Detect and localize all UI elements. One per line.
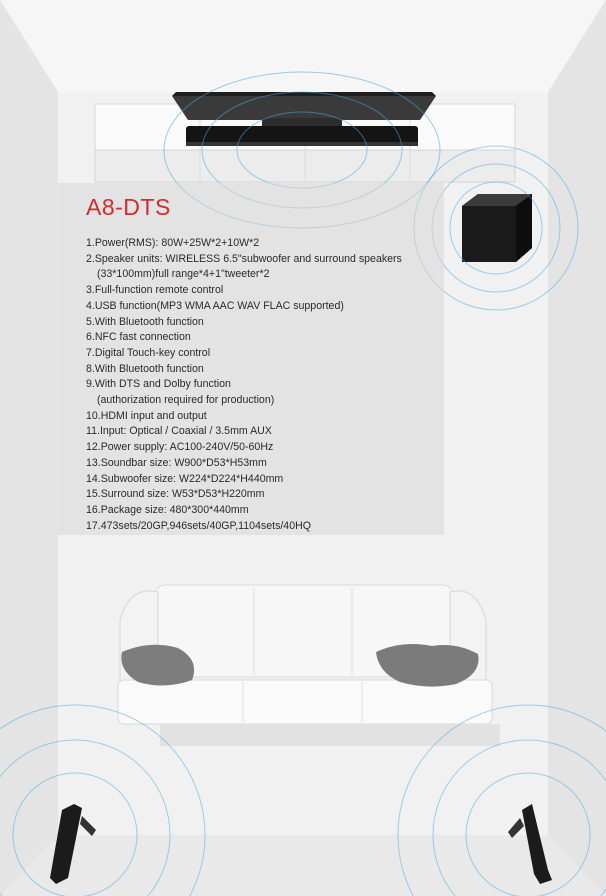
spec-item: 17.473sets/20GP,946sets/40GP,1104sets/40HQ: [86, 519, 311, 532]
product-title: A8-DTS: [86, 194, 171, 220]
spec-item: 4.USB function(MP3 WMA AAC WAV FLAC supported): [86, 299, 344, 312]
spec-item: 11.Input: Optical / Coaxial / 3.5mm AUX: [86, 425, 272, 438]
floor: [0, 835, 606, 896]
spec-item: 7.Digital Touch-key control: [86, 346, 211, 359]
spec-item: 9.With DTS and Dolby function: [86, 378, 231, 391]
spec-item: 13.Soundbar size: W900*D53*H53mm: [86, 456, 267, 469]
spec-item: 12.Power supply: AC100-240V/50-60Hz: [86, 441, 274, 454]
spec-list: [86, 236, 402, 534]
spec-item: 2.Speaker units: WIRELESS 6.5"subwoofer and surround speakers: [86, 252, 402, 265]
spec-item: 1.Power(RMS): 80W+25W*2+10W*2: [86, 237, 260, 249]
spec-item: 14.Subwoofer size: W224*D224*H440mm: [86, 472, 284, 485]
spec-item: 8.With Bluetooth function: [86, 362, 204, 375]
spec-item: 3.Full-function remote control: [86, 284, 224, 297]
spec-item: 15.Surround size: W53*D53*H220mm: [86, 488, 265, 501]
spec-item: 6.NFC fast connection: [86, 331, 191, 344]
spec-item: (33*100mm)full range*4+1"tweeter*2: [97, 268, 270, 281]
right-wall: [548, 0, 606, 896]
spec-item: 16.Package size: 480*300*440mm: [86, 503, 249, 516]
ceiling: [0, 0, 606, 92]
spec-item: 5.With Bluetooth function: [86, 315, 204, 328]
subwoofer: [462, 194, 532, 262]
left-wall: [0, 0, 58, 896]
spec-item: 10.HDMI input and output: [86, 409, 207, 422]
spec-item: (authorization required for production): [97, 394, 275, 407]
